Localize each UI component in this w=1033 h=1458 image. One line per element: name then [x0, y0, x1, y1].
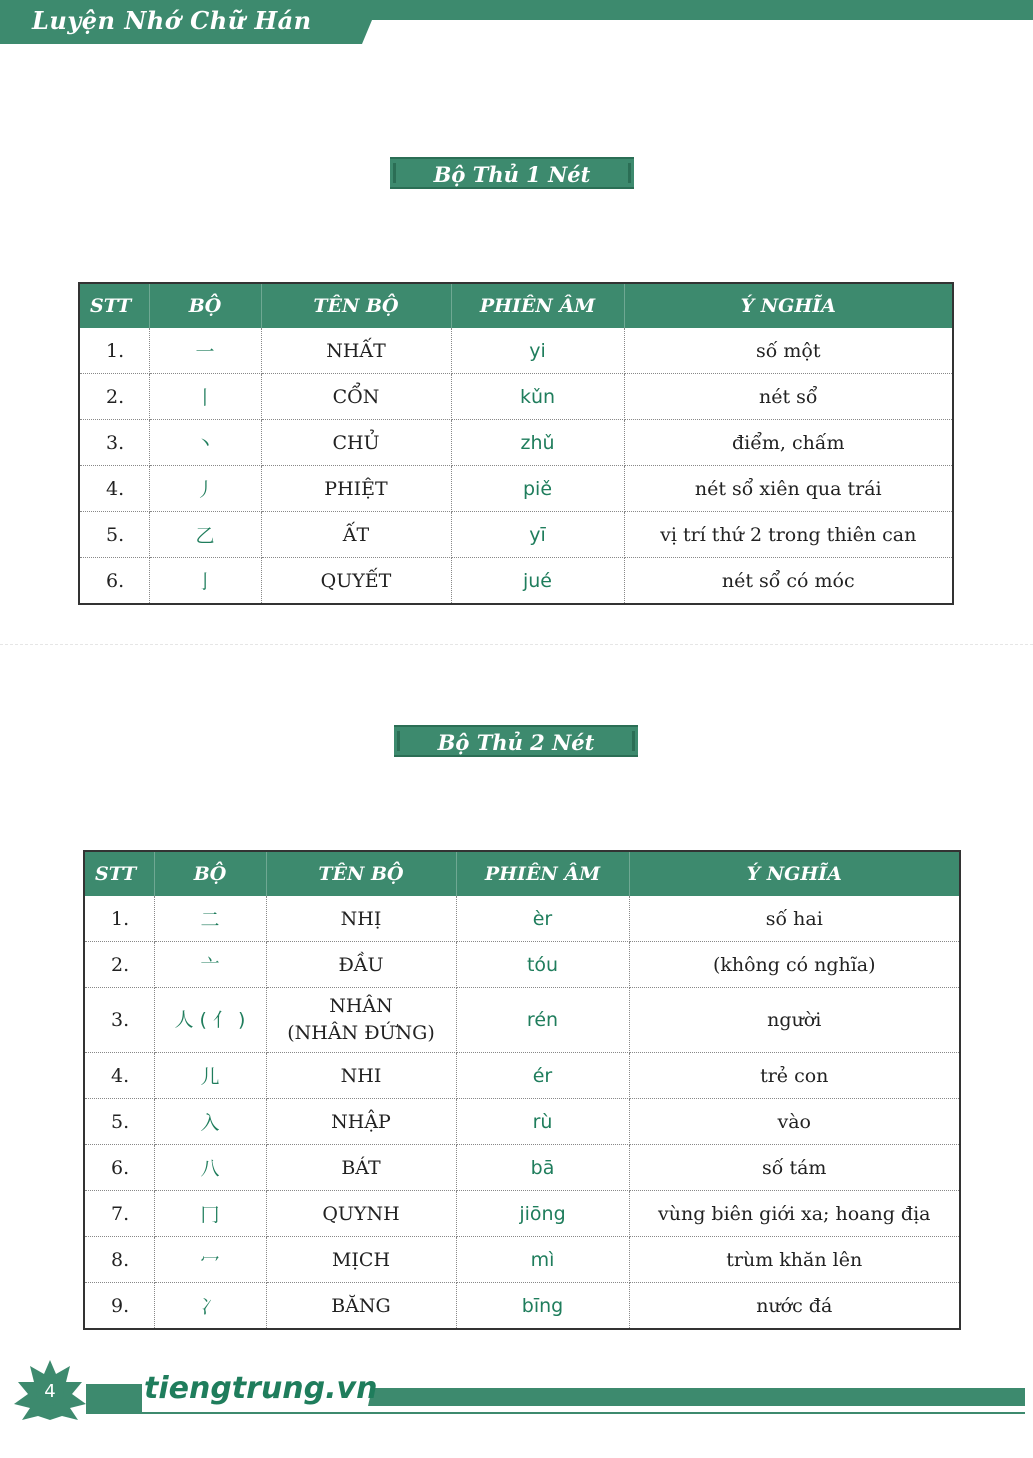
- row-number: 9.: [84, 1283, 154, 1330]
- table-row: [84, 1191, 960, 1237]
- radical-pinyin: tóu: [456, 942, 629, 988]
- column-header-pinyin: PHIÊN ÂM: [451, 283, 624, 328]
- radical-name: ẤT: [261, 512, 451, 558]
- radical-char: 二: [154, 896, 266, 942]
- radical-meaning: nét sổ xiên qua trái: [624, 466, 953, 512]
- radical-meaning: điểm, chấm: [624, 420, 953, 466]
- radical-meaning: vùng biên giới xa; hoang địa: [629, 1191, 960, 1237]
- radical-name: MỊCH: [266, 1237, 456, 1283]
- radical-pinyin: èr: [456, 896, 629, 942]
- column-header-stt: STT: [84, 851, 154, 896]
- radical-meaning: nước đá: [756, 1294, 833, 1317]
- row-number: 5.: [84, 1099, 154, 1145]
- radical-pinyin: jiōng: [456, 1191, 629, 1237]
- row-number: 5.: [79, 512, 149, 558]
- radical-pinyin: piě: [451, 466, 624, 512]
- radical-char: 入: [154, 1099, 266, 1145]
- table-row: [84, 1099, 960, 1145]
- radical-pinyin: rù: [456, 1099, 629, 1145]
- radical-name: PHIỆT: [261, 466, 451, 512]
- radical-char: 一: [149, 328, 261, 374]
- table-row: [79, 374, 953, 420]
- radical-meaning: nét sổ: [624, 374, 953, 420]
- table-header-row: [79, 283, 953, 328]
- row-number: 7.: [84, 1191, 154, 1237]
- row-number: 2.: [84, 942, 154, 988]
- radical-pinyin: mì: [456, 1237, 629, 1283]
- section-title-2-strokes: Bộ Thủ 2 Nét: [394, 725, 638, 757]
- radical-table-2: [83, 850, 961, 1330]
- radical-char: 人 ( 亻 ): [154, 988, 266, 1053]
- row-number: 3.: [79, 420, 149, 466]
- radical-meaning: trẻ con: [629, 1053, 960, 1099]
- row-number: 4.: [84, 1053, 154, 1099]
- radical-name: BĂNG: [266, 1283, 456, 1330]
- radical-meaning: (không có nghĩa): [629, 942, 960, 988]
- radical-name: QUYẾT: [261, 558, 451, 605]
- column-header-pinyin: PHIÊN ÂM: [456, 851, 629, 896]
- radical-char: 乙: [149, 512, 261, 558]
- table-row: [79, 512, 953, 558]
- brand-logo-text[interactable]: tiengtrung.vn: [144, 1371, 378, 1406]
- radical-char: 丿: [149, 466, 261, 512]
- table-header-row: [84, 851, 960, 896]
- radical-pinyin: yī: [451, 512, 624, 558]
- radical-char: 丶: [149, 420, 261, 466]
- radical-meaning: số hai: [629, 896, 960, 942]
- table-row: [84, 896, 960, 942]
- page-fold-line: [0, 644, 1033, 646]
- radical-name: ĐẦU: [266, 942, 456, 988]
- radical-char: 八: [154, 1145, 266, 1191]
- radical-pinyin: zhǔ: [451, 420, 624, 466]
- row-number: 3.: [84, 988, 154, 1053]
- radical-meaning: nét sổ có móc: [721, 569, 855, 592]
- radical-meaning: vào: [629, 1099, 960, 1145]
- table-row: [84, 988, 960, 1053]
- column-header-meaning: Ý NGHĨA: [629, 851, 960, 896]
- radical-char: 丨: [149, 374, 261, 420]
- radical-char: 儿: [154, 1053, 266, 1099]
- radical-meaning: vị trí thứ 2 trong thiên can: [624, 512, 953, 558]
- radical-name: NHÂN: [329, 995, 393, 1018]
- table-row: [84, 942, 960, 988]
- table-row: [79, 558, 953, 605]
- table-row: [84, 1053, 960, 1099]
- radical-meaning: người: [629, 988, 960, 1053]
- column-header-name: TÊN BỘ: [261, 283, 451, 328]
- radical-pinyin: kǔn: [451, 374, 624, 420]
- radical-meaning: số một: [624, 328, 953, 374]
- column-header-radical: BỘ: [149, 283, 261, 328]
- radical-meaning: số tám: [629, 1145, 960, 1191]
- radical-name: BÁT: [266, 1145, 456, 1191]
- radical-name: QUYNH: [266, 1191, 456, 1237]
- page-number: 4: [36, 1378, 64, 1406]
- radical-char: 冖: [154, 1237, 266, 1283]
- column-header-radical: BỘ: [154, 851, 266, 896]
- radical-meaning: trùm khăn lên: [629, 1237, 960, 1283]
- radical-name: CỔN: [261, 374, 451, 420]
- radical-pinyin: ér: [456, 1053, 629, 1099]
- radical-name: NHẬP: [266, 1099, 456, 1145]
- radical-char: 冫: [154, 1283, 266, 1330]
- radical-pinyin: yi: [451, 328, 624, 374]
- header-title: Luyện Nhớ Chữ Hán: [32, 6, 312, 35]
- row-number: 8.: [84, 1237, 154, 1283]
- table-row: [84, 1283, 960, 1330]
- radical-name: NHI: [266, 1053, 456, 1099]
- row-number: 6.: [84, 1145, 154, 1191]
- row-number: 2.: [79, 374, 149, 420]
- radical-char: 冂: [154, 1191, 266, 1237]
- row-number: 1.: [84, 896, 154, 942]
- table-row: [84, 1237, 960, 1283]
- radical-pinyin: rén: [456, 988, 629, 1053]
- table-row: [79, 328, 953, 374]
- row-number: 4.: [79, 466, 149, 512]
- column-header-meaning: Ý NGHĨA: [624, 283, 953, 328]
- radical-name-cell: [266, 988, 456, 1053]
- radical-name: CHỦ: [261, 420, 451, 466]
- row-number: 1.: [79, 328, 149, 374]
- table-row: [79, 466, 953, 512]
- radical-name: NHỊ: [266, 896, 456, 942]
- table-row: [84, 1145, 960, 1191]
- section-title-1-stroke: Bộ Thủ 1 Nét: [390, 157, 634, 189]
- radical-pinyin: bīng: [456, 1283, 629, 1330]
- column-header-name: TÊN BỘ: [266, 851, 456, 896]
- radical-pinyin: jué: [451, 558, 624, 605]
- table-row: [79, 420, 953, 466]
- radical-pinyin: bā: [456, 1145, 629, 1191]
- radical-char: 亠: [154, 942, 266, 988]
- radical-name: NHẤT: [261, 328, 451, 374]
- radical-name-variant: (NHÂN ĐỨNG): [287, 1022, 435, 1044]
- radical-table-1: [78, 282, 954, 605]
- column-header-stt: STT: [79, 283, 149, 328]
- radical-char: 亅: [149, 558, 261, 605]
- row-number: 6.: [79, 558, 149, 605]
